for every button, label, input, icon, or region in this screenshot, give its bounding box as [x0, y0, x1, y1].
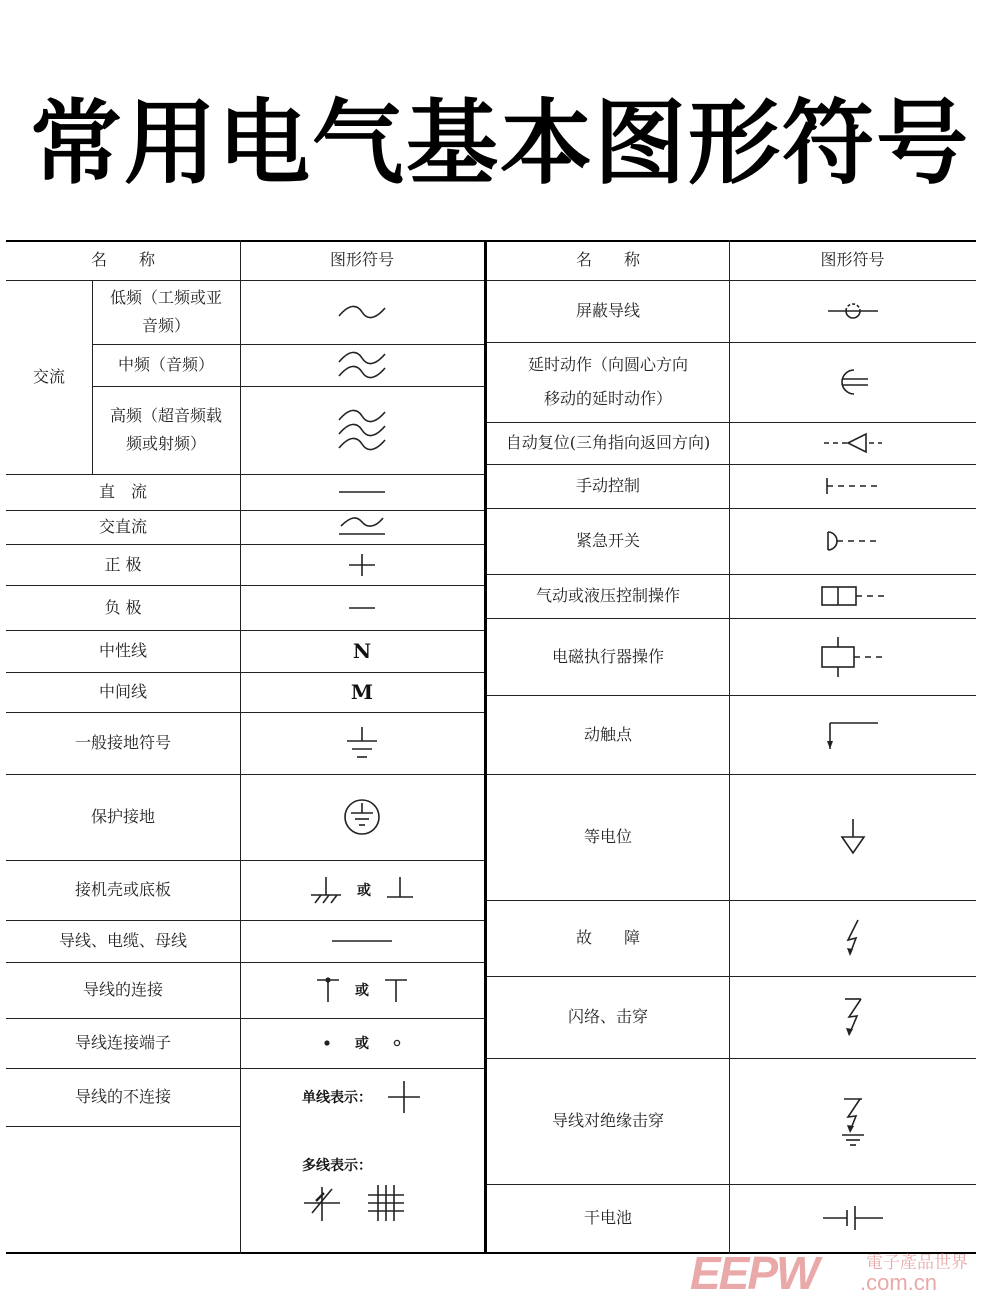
crossing-multi-icon — [240, 1126, 484, 1252]
neutral-label: 中性线 — [98, 641, 147, 660]
header-symbol: 图形符号 — [329, 250, 394, 269]
delay-icon — [729, 342, 976, 422]
ac-mid-label: 中频（音频） — [117, 355, 214, 374]
insulation-breakdown-icon — [729, 1058, 976, 1184]
shielded-label: 屏蔽导线 — [575, 301, 640, 320]
equipotential-icon — [729, 774, 976, 900]
ground-label: 一般接地符号 — [74, 733, 171, 752]
protective-ground-icon — [240, 774, 484, 860]
dc-label: 直 流 — [98, 482, 147, 501]
ac-low-label: 低频（工频或亚音频） — [109, 288, 222, 335]
conductors-label: 导线、电缆、母线 — [58, 931, 187, 950]
protective-ground-label: 保护接地 — [90, 807, 155, 826]
or-label: 或 — [357, 883, 371, 899]
ground-icon — [240, 712, 484, 774]
middle-icon: M — [350, 680, 374, 704]
ac-group-label: 交流 — [32, 367, 65, 386]
terminal-icon — [240, 1018, 484, 1068]
moving-contact-label: 动触点 — [583, 724, 632, 744]
crossing-label: 导线的不连接 — [74, 1087, 171, 1106]
emergency-icon — [729, 508, 976, 574]
middle-label: 中间线 — [98, 682, 147, 701]
electromagnetic-icon — [729, 618, 976, 695]
right-table — [487, 240, 976, 1254]
ac-high-label: 高频（超音频载频或射频） — [109, 406, 222, 453]
page-title: 常用电气基本图形符号 — [29, 90, 970, 197]
moving-contact-icon — [729, 695, 976, 774]
auto-reset-icon — [729, 422, 976, 464]
crossing-icon — [240, 1068, 484, 1126]
dry-cell-label: 干电池 — [583, 1208, 632, 1227]
chassis-icon — [240, 860, 484, 920]
dry-cell-icon — [729, 1184, 976, 1252]
delayed-label: 延时动作（向圆心方向移动的延时动作） — [527, 355, 688, 408]
pneumatic-icon — [729, 574, 976, 618]
eepw-logo: EEPW — [690, 1247, 818, 1299]
acdc-icon — [240, 510, 484, 544]
header-name: 名 称 — [90, 250, 155, 269]
equipotential-label: 等电位 — [583, 827, 632, 846]
insulation-breakdown-label: 导线对绝缘击穿 — [551, 1111, 664, 1130]
negative-label: 负 极 — [104, 597, 142, 617]
header-symbol: 图形符号 — [820, 250, 885, 269]
conductor-icon — [240, 920, 484, 962]
fault-icon — [729, 900, 976, 976]
electromagnetic-label: 电磁执行器操作 — [551, 646, 664, 666]
flashover-label: 闪络、击穿 — [567, 1007, 648, 1026]
ac-low-icon — [240, 280, 484, 344]
header-name: 名 称 — [575, 250, 640, 269]
shielded-icon — [729, 280, 976, 342]
junction-label: 导线的连接 — [82, 980, 163, 999]
single-line-label: 单线表示： — [302, 1090, 372, 1106]
left-table — [6, 240, 487, 1254]
eepw-watermark — [690, 1246, 990, 1298]
negative-icon — [240, 585, 484, 630]
or-label: 或 — [355, 1036, 369, 1052]
eepw-chinese-name: 電子產品世界 — [866, 1253, 968, 1273]
positive-label: 正 极 — [104, 554, 142, 574]
eepw-domain: .com.cn — [860, 1270, 938, 1295]
manual-icon — [729, 464, 976, 508]
auto-reset-label: 自动复位(三角指向返回方向) — [505, 433, 711, 452]
dc-icon — [240, 474, 484, 510]
positive-icon — [240, 544, 484, 585]
chassis-label: 接机壳或底板 — [74, 880, 171, 899]
pneumatic-label: 气动或液压控制操作 — [535, 586, 680, 605]
or-label: 或 — [355, 983, 369, 999]
junction-icon — [240, 962, 484, 1018]
emergency-label: 紧急开关 — [575, 531, 640, 550]
multi-line-label: 多线表示： — [302, 1158, 372, 1174]
fault-label: 故 障 — [575, 928, 640, 947]
ac-high-icon — [240, 386, 484, 474]
manual-label: 手动控制 — [575, 476, 640, 495]
flashover-icon — [729, 976, 976, 1058]
terminal-label: 导线连接端子 — [74, 1033, 171, 1052]
ac-mid-icon — [240, 344, 484, 386]
acdc-label: 交直流 — [98, 517, 147, 536]
symbol-tables — [6, 240, 976, 1254]
neutral-icon: N — [352, 639, 372, 663]
